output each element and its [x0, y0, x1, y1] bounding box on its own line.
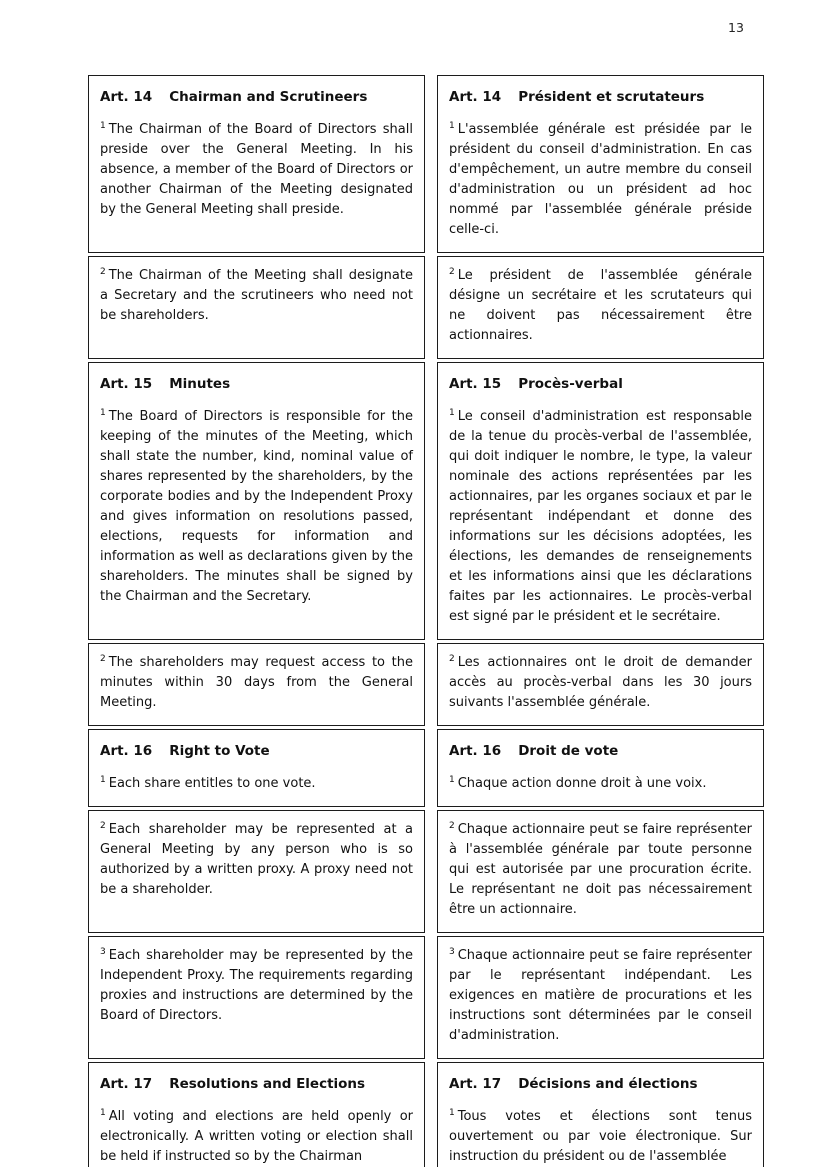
- paragraph: [100, 774, 413, 794]
- article-title: Chairman and Scrutineers: [169, 89, 368, 105]
- article-title: Procès-verbal: [518, 376, 623, 392]
- paragraph: [449, 946, 752, 1046]
- article-cell-en: [88, 75, 425, 253]
- article-heading: [100, 741, 413, 761]
- paragraph-number: 1: [449, 120, 455, 131]
- paragraph-number: 1: [449, 407, 455, 418]
- article-number: Art. 14: [100, 89, 153, 105]
- paragraph-text: Each shareholder may be represented at a General Meeting by any person who is so authorized by a written proxy. A proxy need not be a shareholder.: [100, 822, 413, 897]
- paragraph-text: Chaque actionnaire peut se faire représenter à l'assemblée générale par toute personne qui est autorisée par une procuration écrite. Le représentant ne doit pas nécessairement être un actionnaire.: [449, 822, 752, 917]
- paragraph: [100, 407, 413, 607]
- article-heading: [100, 87, 413, 107]
- article-cell-en: [88, 729, 425, 807]
- article-title: Décisions and élections: [518, 1076, 698, 1092]
- paragraph-text: Le président de l'assemblée générale désigne un secrétaire et les scrutateurs qui ne doivent pas nécessairement être actionnaires.: [449, 268, 752, 343]
- articles-table: [88, 75, 764, 1167]
- article-cell-fr: [437, 936, 764, 1059]
- paragraph-number: 2: [100, 653, 106, 664]
- article-heading: [449, 87, 752, 107]
- article-title: Président et scrutateurs: [518, 89, 705, 105]
- article-cell-fr: [437, 729, 764, 807]
- article-cell-fr: [437, 256, 764, 359]
- paragraph-number: 1: [449, 1107, 455, 1118]
- paragraph: [449, 653, 752, 713]
- paragraph: [100, 266, 413, 326]
- paragraph-text: Chaque action donne droit à une voix.: [457, 776, 707, 791]
- article-number: Art. 17: [100, 1076, 153, 1092]
- article-title: Droit de vote: [518, 743, 619, 759]
- article-number: Art. 16: [100, 743, 153, 759]
- paragraph-text: Tous votes et élections sont tenus ouvertement ou par voie électronique. Sur instruction du président ou de l'assemblée: [449, 1109, 752, 1164]
- article-heading: [100, 374, 413, 394]
- paragraph: [449, 266, 752, 346]
- paragraph: [449, 120, 752, 240]
- paragraph-number: 1: [100, 1107, 106, 1118]
- paragraph-number: 1: [449, 774, 455, 785]
- article-cell-fr: [437, 643, 764, 726]
- article-cell-en: [88, 936, 425, 1059]
- article-title: Resolutions and Elections: [169, 1076, 366, 1092]
- article-cell-en: [88, 362, 425, 640]
- article-number: Art. 14: [449, 89, 502, 105]
- paragraph-text: L'assemblée générale est présidée par le président du conseil d'administration. En cas d'empêchement, un autre membre du conseil d'administration ou un président ad hoc nommé par l'assemblée générale préside celle-ci.: [449, 122, 752, 237]
- paragraph-text: Chaque actionnaire peut se faire représenter par le représentant indépendant. Les exigences en matière de procurations et les instructions sont déterminées par le conseil d'administration.: [449, 948, 752, 1043]
- paragraph: [100, 653, 413, 713]
- article-number: Art. 16: [449, 743, 502, 759]
- article-cell-en: [88, 643, 425, 726]
- paragraph-number: 1: [100, 120, 106, 131]
- article-number: Art. 17: [449, 1076, 502, 1092]
- paragraph-text: Each shareholder may be represented by the Independent Proxy. The requirements regarding proxies and instructions are determined by the Board of Directors.: [100, 948, 413, 1023]
- paragraph: [100, 1107, 413, 1167]
- article-heading: [449, 374, 752, 394]
- article-number: Art. 15: [100, 376, 153, 392]
- article-cell-fr: [437, 810, 764, 933]
- paragraph: [100, 120, 413, 220]
- paragraph-text: All voting and elections are held openly or electronically. A written voting or election shall be held if instructed so by the Chairman: [100, 1109, 413, 1164]
- article-title: Right to Vote: [169, 743, 270, 759]
- paragraph: [100, 946, 413, 1026]
- article-cell-fr: [437, 75, 764, 253]
- article-cell-en: [88, 810, 425, 933]
- paragraph-number: 3: [449, 946, 455, 957]
- paragraph-number: 2: [449, 820, 455, 831]
- paragraph-text: Le conseil d'administration est responsable de la tenue du procès-verbal de l'assemblée, qui doit indiquer le nombre, le type, la valeur nominale des actions représentées par les actionnaires, par les organes sociaux et par le représentant indépendant et donne des informations sur les décisions adoptées, les élections, les demandes de renseignements et les informations ainsi que les déclarations faites par les actionnaires. Le procès-verbal est signé par le président et le secrétaire.: [449, 409, 752, 624]
- paragraph: [449, 407, 752, 627]
- article-heading: [449, 741, 752, 761]
- paragraph-number: 1: [100, 407, 106, 418]
- paragraph-number: 2: [100, 820, 106, 831]
- article-cell-fr: [437, 1062, 764, 1167]
- article-cell-en: [88, 1062, 425, 1167]
- article-cell-fr: [437, 362, 764, 640]
- paragraph-number: 2: [100, 266, 106, 277]
- paragraph-text: The Chairman of the Meeting shall designate a Secretary and the scrutineers who need not be shareholders.: [100, 268, 413, 323]
- article-cell-en: [88, 256, 425, 359]
- article-heading: [100, 1074, 413, 1094]
- paragraph-text: The Chairman of the Board of Directors shall preside over the General Meeting. In his absence, a member of the Board of Directors or another Chairman of the Meeting designated by the General Meeting shall preside.: [100, 122, 413, 217]
- paragraph: [449, 1107, 752, 1167]
- paragraph-number: 3: [100, 946, 106, 957]
- page-number: 13: [728, 20, 744, 35]
- article-heading: [449, 1074, 752, 1094]
- paragraph-text: The shareholders may request access to the minutes within 30 days from the General Meeting.: [100, 655, 413, 710]
- paragraph: [449, 774, 752, 794]
- paragraph-text: Les actionnaires ont le droit de demander accès au procès-verbal dans les 30 jours suivants l'assemblée générale.: [449, 655, 752, 710]
- paragraph-number: 2: [449, 653, 455, 664]
- paragraph-text: The Board of Directors is responsible for the keeping of the minutes of the Meeting, which shall state the number, kind, nominal value of shares represented by the shareholders, by the corporate bodies and by the Independent Proxy and gives information on resolutions passed, elections, requests for information and information as well as declarations given by the shareholders. The minutes shall be signed by the Chairman and the Secretary.: [100, 409, 413, 604]
- paragraph-text: Each share entitles to one vote.: [108, 776, 316, 791]
- paragraph-number: 2: [449, 266, 455, 277]
- paragraph: [100, 820, 413, 900]
- paragraph: [449, 820, 752, 920]
- article-number: Art. 15: [449, 376, 502, 392]
- article-title: Minutes: [169, 376, 231, 392]
- paragraph-number: 1: [100, 774, 106, 785]
